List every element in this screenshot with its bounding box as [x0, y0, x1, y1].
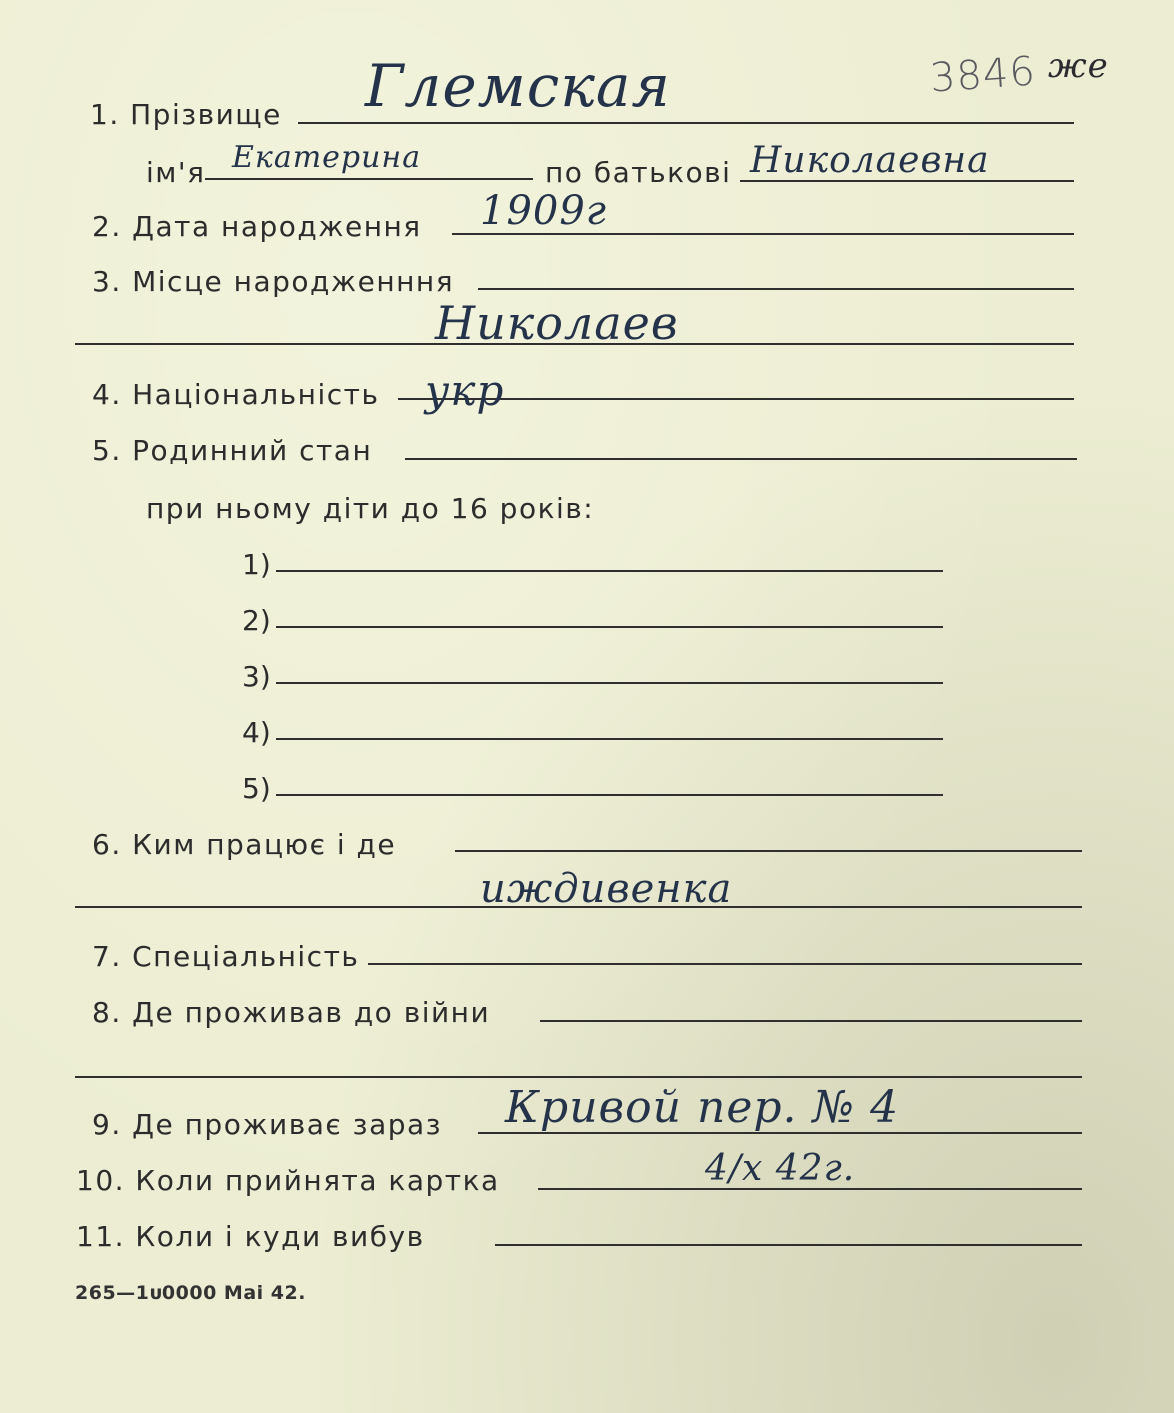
birth-place-label: 3. Місце народженння	[92, 265, 455, 298]
occupation-value: иждивенка	[480, 866, 733, 912]
card-number-suffix: же	[1048, 46, 1109, 86]
printer-mark: 265—1ᴜ0000 Mai 42.	[75, 1282, 306, 1304]
marital-status-line	[405, 458, 1077, 460]
child-4-line	[276, 738, 943, 740]
marital-status-label: 5. Родинний стан	[92, 434, 373, 467]
child-2-line	[276, 626, 943, 628]
surname-value: Глемская	[365, 52, 671, 120]
nationality-label: 4. Національність	[92, 378, 380, 411]
child-2-label: 2)	[242, 604, 271, 637]
card-accepted-label: 10. Коли прийнята картка	[76, 1164, 500, 1197]
child-5-line	[276, 794, 943, 796]
birth-place-line-1	[478, 288, 1074, 290]
departure-line	[495, 1244, 1082, 1246]
card-accepted-value: 4/х 42г.	[705, 1148, 856, 1189]
children-heading: при ньому діти до 16 років:	[146, 492, 595, 525]
card-number: 3846	[928, 48, 1038, 102]
occupation-line-1	[455, 850, 1082, 852]
birth-date-label: 2. Дата народження	[92, 210, 422, 243]
child-1-line	[276, 570, 943, 572]
child-5-label: 5)	[242, 772, 271, 805]
surname-line	[298, 122, 1074, 124]
patronymic-value: Николаевна	[750, 140, 990, 181]
specialty-label: 7. Спеціальність	[92, 940, 360, 973]
child-3-line	[276, 682, 943, 684]
current-residence-value: Кривой пер. № 4	[505, 1082, 900, 1133]
prewar-residence-label: 8. Де проживав до війни	[92, 996, 491, 1029]
occupation-label: 6. Ким працює і де	[92, 828, 397, 861]
child-1-label: 1)	[242, 548, 271, 581]
child-3-label: 3)	[242, 660, 271, 693]
patronymic-label: по батькові	[545, 156, 732, 189]
surname-label: 1. Прізвище	[90, 98, 282, 131]
prewar-residence-line-1	[540, 1020, 1082, 1022]
name-line	[205, 178, 533, 180]
current-residence-label: 9. Де проживає зараз	[92, 1108, 443, 1141]
specialty-line	[368, 963, 1082, 965]
prewar-residence-line-2	[75, 1076, 1082, 1078]
nationality-value: укр	[425, 366, 505, 415]
child-4-label: 4)	[242, 716, 271, 749]
name-label: ім'я	[146, 156, 206, 189]
birth-date-value: 1909г	[480, 188, 608, 234]
name-value: Екатерина	[232, 140, 422, 175]
departure-label: 11. Коли і куди вибув	[76, 1220, 425, 1253]
birth-place-value: Николаев	[435, 296, 679, 350]
